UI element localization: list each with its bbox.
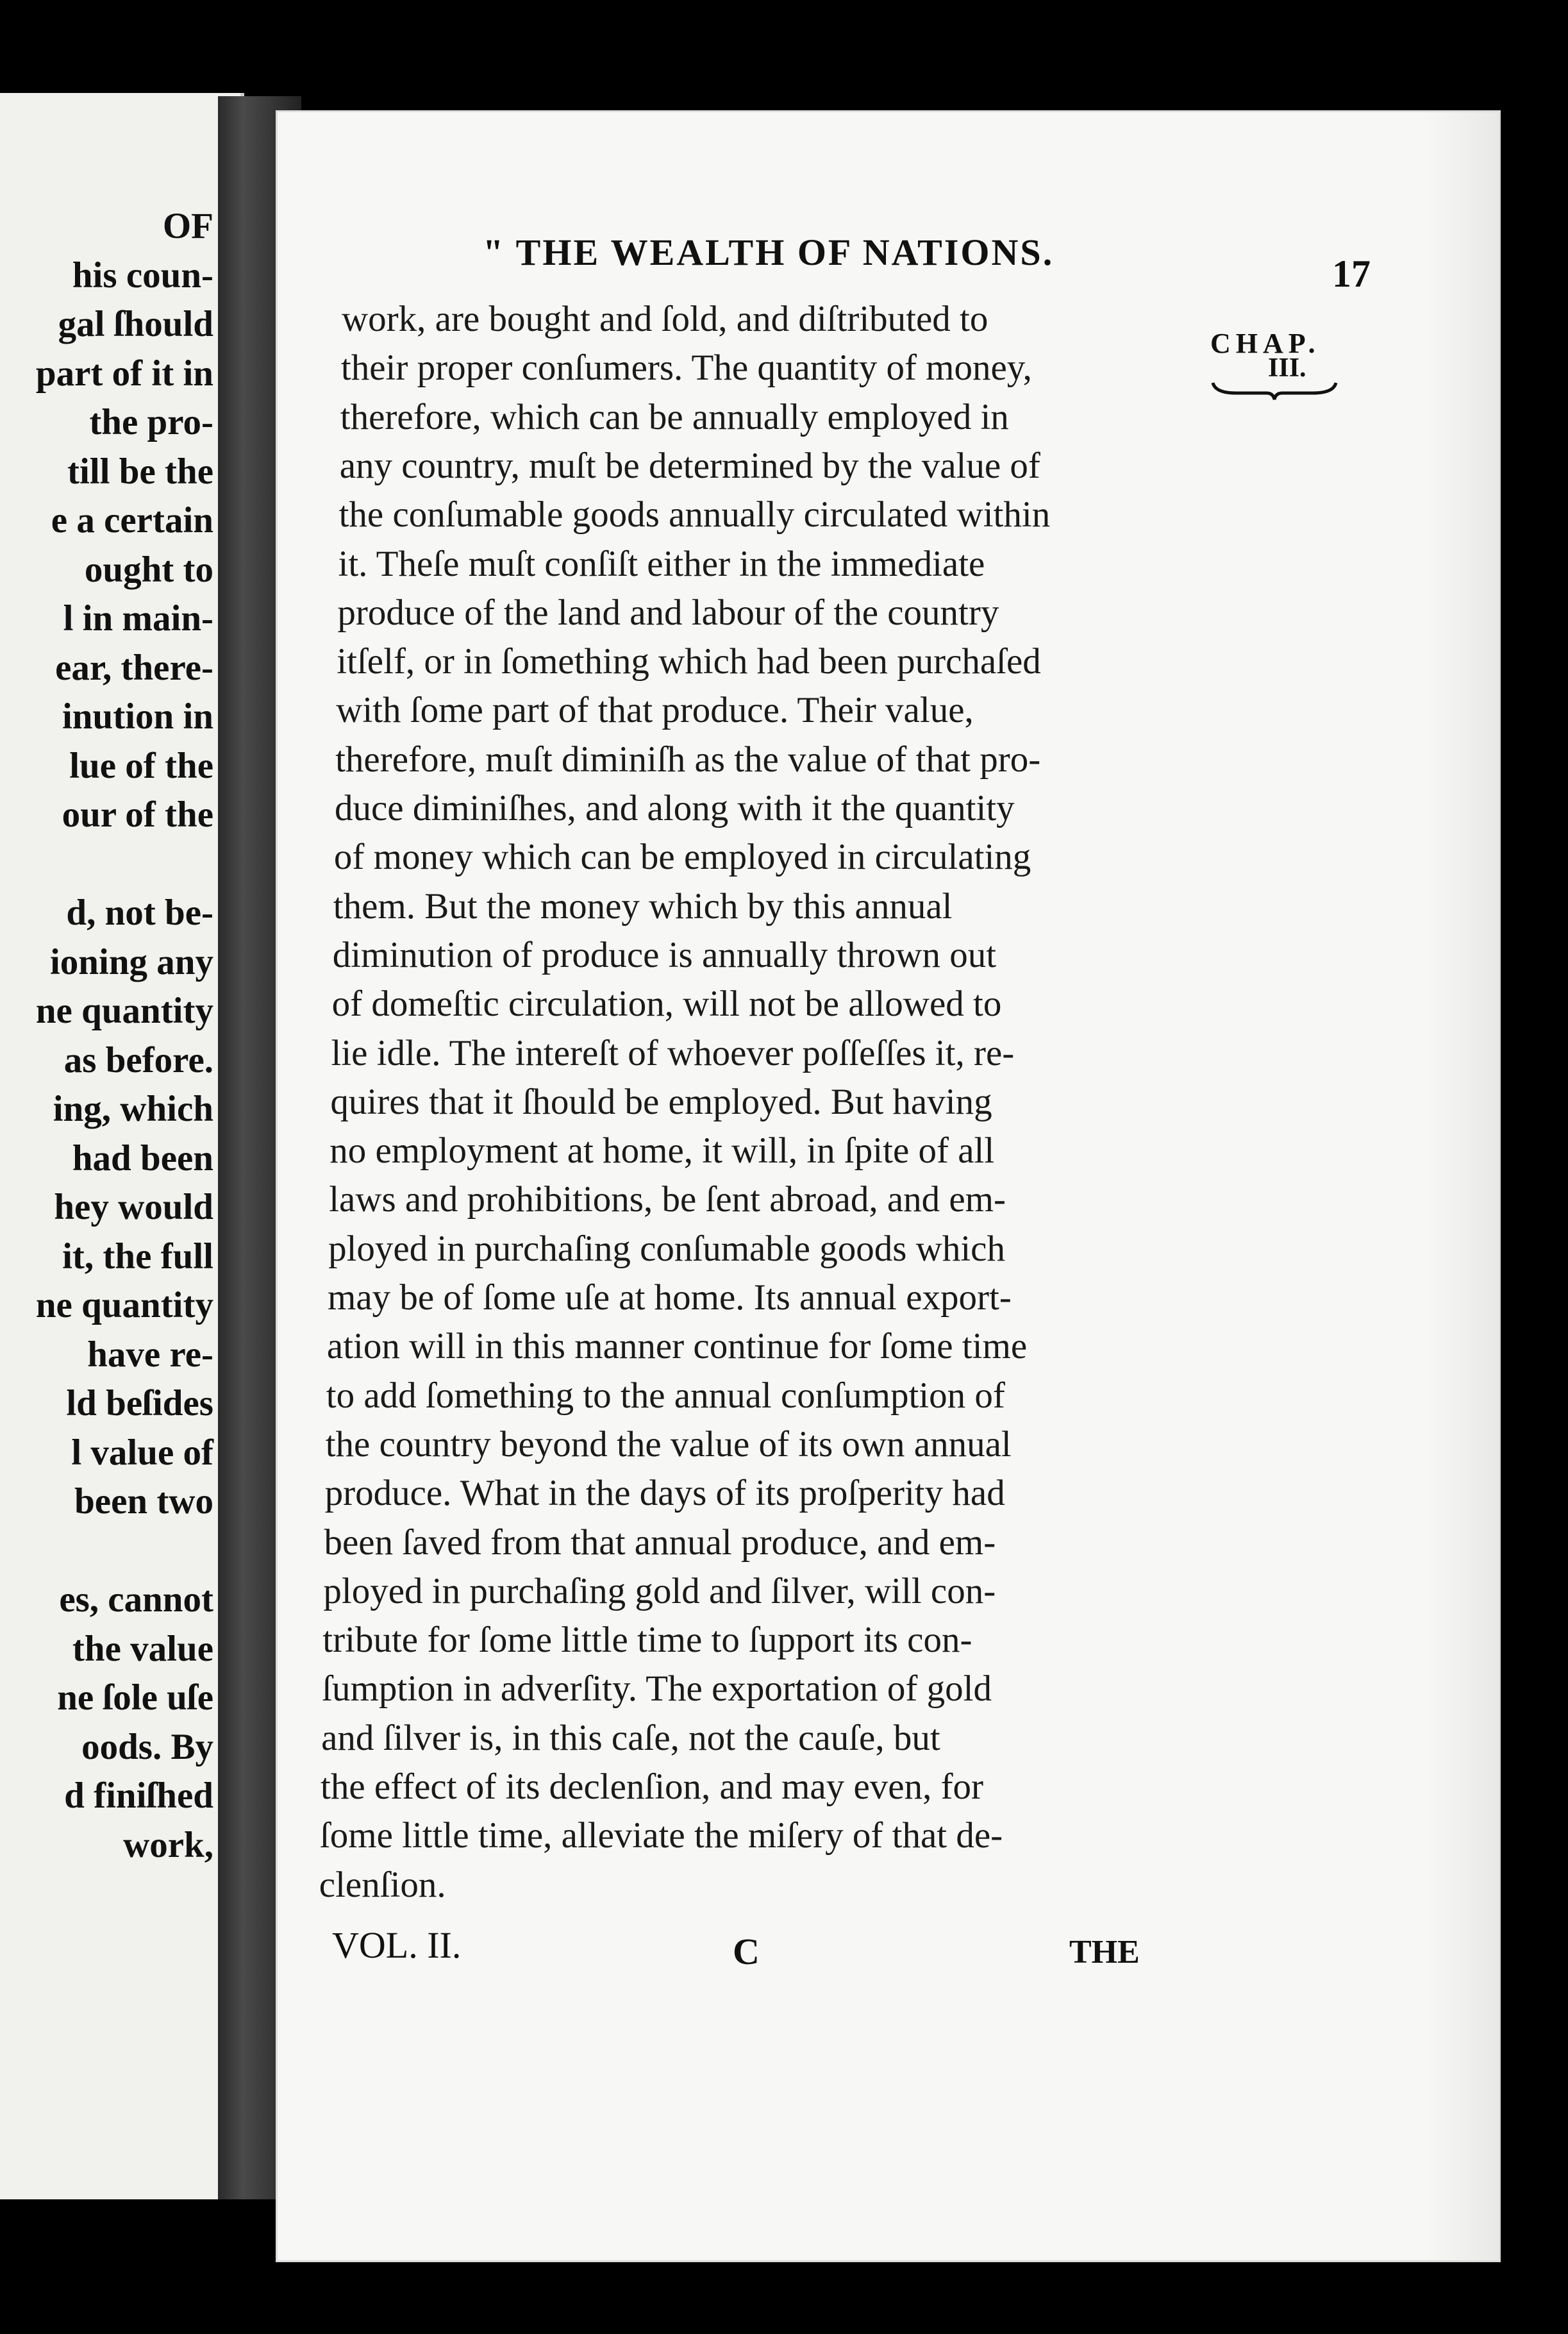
body-line: and ſilver is, in this caſe, not the cauſe, but [321, 1717, 940, 1758]
body-line: therefore, which can be annually employed in [340, 396, 1009, 437]
body-line: lie idle. The intereſt of whoever poſſeſſes it, re- [331, 1032, 1015, 1073]
left-page-line: his coun- [72, 255, 213, 296]
left-page-line: inution in [62, 696, 213, 737]
body-line: itſelf, or in ſomething which had been purchaſed [337, 641, 1041, 682]
left-page-line: OF [162, 206, 213, 246]
signature-mark: C [733, 1931, 760, 1972]
left-page [0, 93, 244, 2199]
body-line: of domeſtic circulation, will not be allowed to [331, 984, 1002, 1025]
body-line: no employment at home, it will, in ſpite of all [329, 1130, 995, 1171]
left-page-line: oods. By [81, 1726, 213, 1767]
body-line: ployed in purchaſing conſumable goods which [328, 1228, 1005, 1269]
left-page-line: l value of [71, 1432, 213, 1473]
left-page-line: as before. [63, 1039, 213, 1080]
left-page-line: e a certain [51, 500, 213, 541]
body-line: ployed in purchaſing gold and ſilver, will con- [323, 1570, 996, 1611]
left-page-line: the pro- [89, 402, 213, 442]
body-line: it. Theſe muſt conſiſt either in the immediate [338, 543, 985, 584]
left-page-line: ne ſole uſe [57, 1677, 213, 1718]
left-page-line: lue of the [69, 745, 213, 786]
body-line: ation will in this manner continue for ſome time [326, 1326, 1028, 1367]
left-page-line: till be the [67, 451, 213, 492]
left-page-line: been two [74, 1481, 213, 1522]
body-line: them. But the money which by this annual [333, 886, 953, 927]
chapter-label: CHAP. [1210, 328, 1321, 359]
body-line: laws and prohibitions, be ſent abroad, and em- [329, 1179, 1006, 1220]
left-page-line: work, [123, 1824, 213, 1865]
body-line: ſome little time, alleviate the miſery of that de- [319, 1815, 1003, 1856]
left-page-line: ing, which [53, 1089, 213, 1129]
left-page-line: ought to [84, 549, 213, 590]
left-page-line: our of the [62, 794, 213, 835]
body-line: clenſion. [319, 1864, 446, 1905]
body-line: produce. What in the days of its proſperity had [324, 1473, 1005, 1514]
body-line: to add ſomething to the annual conſumption of [326, 1375, 1005, 1416]
left-page-line: es, cannot [59, 1579, 213, 1620]
left-page-line: ne quantity [35, 991, 213, 1031]
chapter-brace-icon [1210, 380, 1339, 402]
left-page-line: ioning any [49, 941, 213, 982]
body-line: the effect of its declenſion, and may even, for [321, 1767, 984, 1807]
body-line: may be of ſome uſe at home. Its annual export- [328, 1277, 1012, 1318]
volume-label: VOL. II. [332, 1924, 462, 1966]
left-page-line: ear, there- [55, 647, 213, 688]
left-page-line: l in main- [63, 598, 213, 639]
left-page-line: have re- [87, 1334, 213, 1375]
left-page-line: hey would [54, 1187, 213, 1227]
body-line: work, are bought and ſold, and diſtributed to [342, 299, 988, 339]
left-page-line: it, the full [62, 1236, 213, 1277]
body-line: with ſome part of that produce. Their value, [336, 690, 974, 731]
chapter-number: III. [1268, 353, 1306, 383]
left-page-line: ne quantity [35, 1285, 213, 1325]
body-line: quires that it ſhould be employed. But having [330, 1081, 992, 1122]
left-page-line: had been [72, 1138, 213, 1179]
left-page-line: gal ſhould [58, 304, 213, 344]
body-line: any country, muſt be determined by the value of [339, 445, 1040, 486]
body-line: tribute for ſome little time to ſupport its con- [322, 1620, 972, 1661]
left-page-line: d, not be- [66, 893, 213, 933]
page-edge-shadow [1425, 112, 1499, 2260]
body-line: the country beyond the value of its own annual [325, 1423, 1012, 1465]
left-page-line: d finiſhed [64, 1776, 213, 1816]
body-line: the conſumable goods annually circulated within [338, 494, 1051, 535]
page-number: 17 [1332, 253, 1371, 295]
body-line: therefore, muſt diminiſh as the value of that pro- [335, 739, 1041, 780]
catchword: THE [1069, 1934, 1140, 1970]
left-page-line: ld beſides [66, 1383, 213, 1423]
body-line: duce diminiſhes, and along with it the quantity [335, 788, 1015, 828]
body-line: produce of the land and labour of the country [337, 592, 999, 633]
left-page-line: the value [72, 1628, 213, 1669]
body-line: diminution of produce is annually thrown out [332, 934, 997, 975]
right-page [276, 110, 1501, 2262]
body-line: of money which can be employed in circulating [333, 837, 1031, 878]
left-page-line: part of it in [35, 353, 213, 394]
body-line: their proper conſumers. The quantity of money, [340, 348, 1032, 389]
body-line: ſumption in adverſity. The exportation of gold [322, 1668, 992, 1709]
running-head: " THE WEALTH OF NATIONS. [483, 231, 1055, 273]
body-line: been ſaved from that annual produce, and em- [324, 1522, 996, 1563]
